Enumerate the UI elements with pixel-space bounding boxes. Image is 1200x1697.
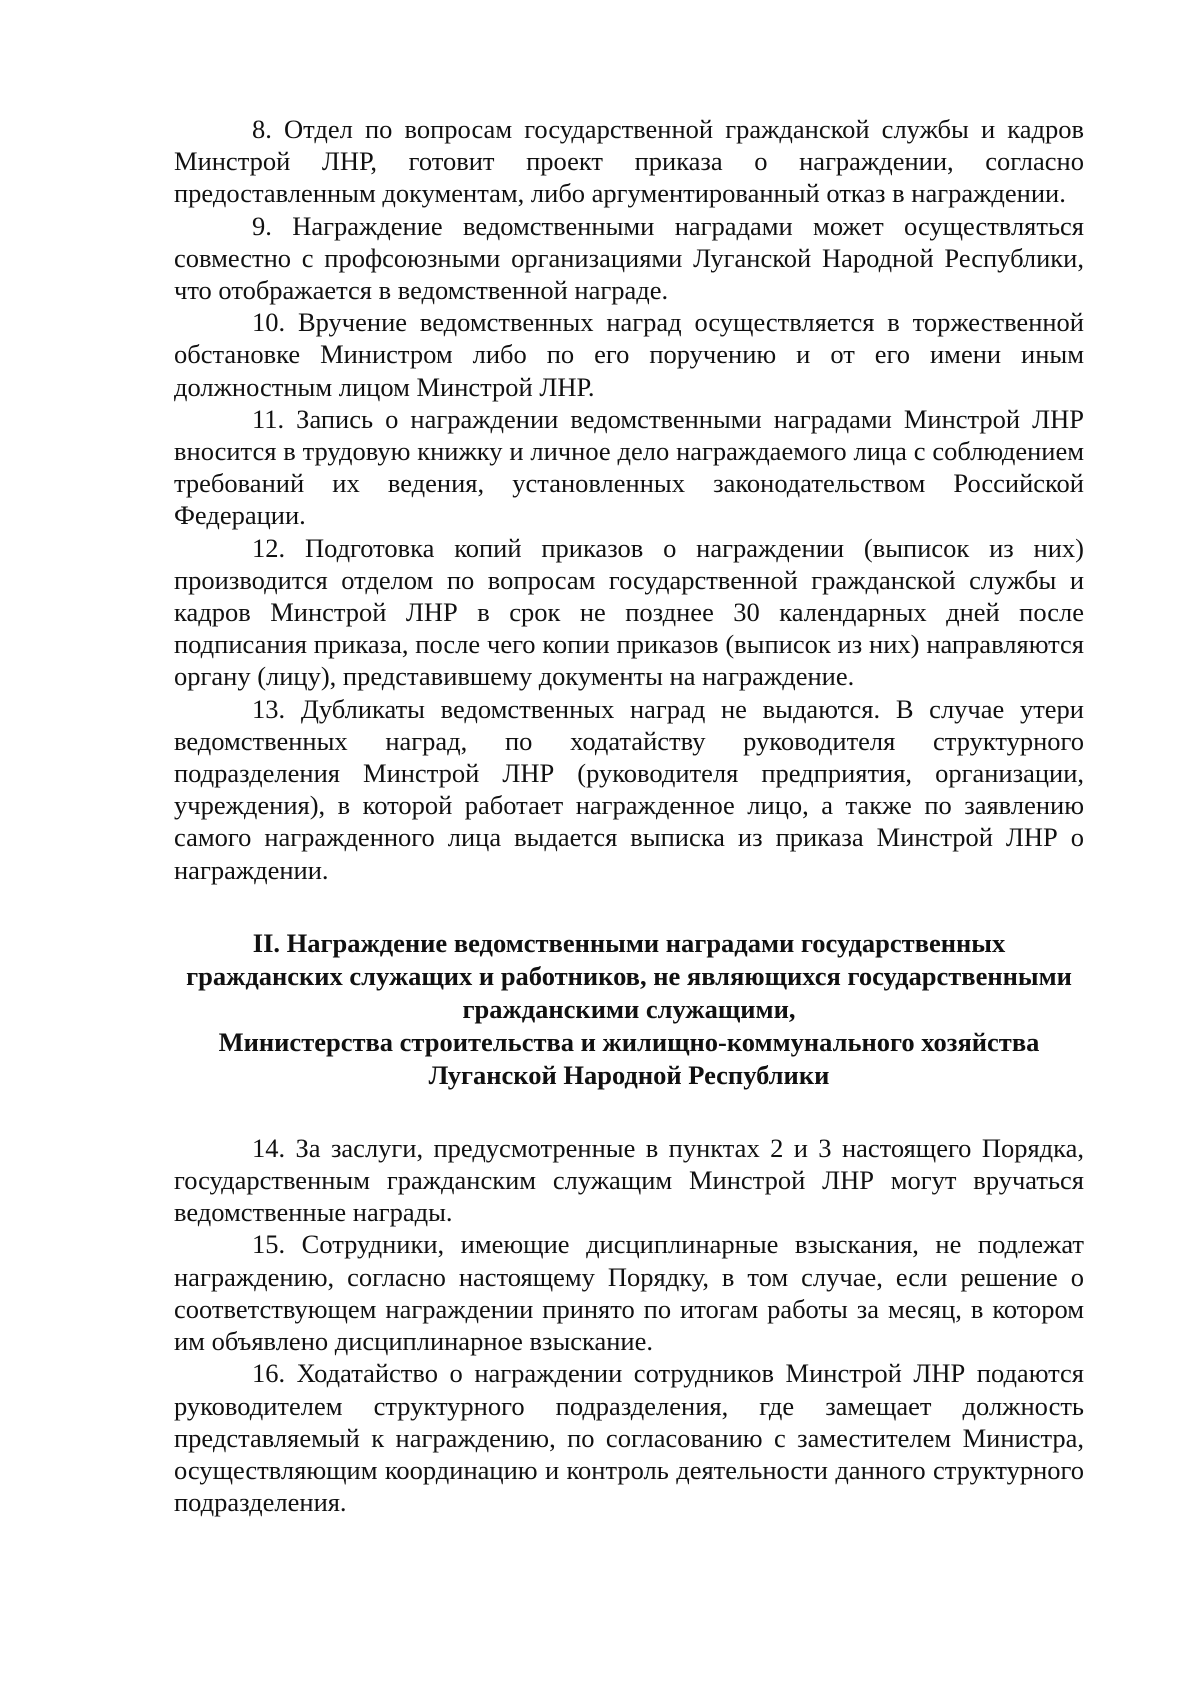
- paragraph-10: 10. Вручение ведомственных наград осуществляется в торжественной обстановке Министром либо по его поручению и от его имени иным должностным лицом Минстрой ЛНР.: [174, 307, 1084, 402]
- section-heading-line: II. Награждение ведомственными наградами государственных: [252, 927, 1006, 958]
- paragraph-15: 15. Сотрудники, имеющие дисциплинарные взыскания, не подлежат награждению, согласно настоящему Порядку, в том случае, если решение о соответствующем награждении принято по итогам работы за месяц, в котором им объявлено дисциплинарное взыскание.: [174, 1229, 1084, 1357]
- section-heading-line: Министерства строительства и жилищно-коммунального хозяйства: [218, 1026, 1040, 1057]
- paragraph-8: 8. Отдел по вопросам государственной гражданской службы и кадров Минстрой ЛНР, готовит проект приказа о награждении, согласно предоставленным документам, либо аргументированный отказ в награждении.: [174, 114, 1084, 209]
- paragraph-13: 13. Дубликаты ведомственных наград не выдаются. В случае утери ведомственных наград, по ходатайству руководителя структурного подразделения Минстрой ЛНР (руководителя предприятия, организации, учреждения), в которой работает награжденное лицо, а также по заявлению самого награжденного лица выдается выписка из приказа Минстрой ЛНР о награждении.: [174, 693, 1084, 885]
- paragraph-12: 12. Подготовка копий приказов о награждении (выписок из них) производится отделом по вопросам государственной гражданской службы и кадров Минстрой ЛНР в срок не позднее 30 календарных дней после подписания приказа, после чего копии приказов (выписок из них) направляются органу (лицу), представившему документы на награждение.: [174, 532, 1084, 692]
- section-heading-line: гражданских служащих и работников, не являющихся государственными: [186, 960, 1072, 991]
- paragraph-14: 14. За заслуги, предусмотренные в пунктах 2 и 3 настоящего Порядка, государственным гражданским служащим Минстрой ЛНР могут вручаться ведомственные награды.: [174, 1132, 1084, 1228]
- paragraph-9: 9. Награждение ведомственными наградами может осуществляться совместно с профсоюзными организациями Луганской Народной Республики, что отображается в ведомственной награде.: [174, 210, 1084, 306]
- section-heading-line: Луганской Народной Республики: [428, 1059, 830, 1090]
- section-heading: [174, 927, 1084, 1092]
- paragraph-16: 16. Ходатайство о награждении сотрудников Минстрой ЛНР подаются руководителем структурного подразделения, где замещает должность представляемый к награждению, по согласованию с заместителем Министра, осуществляющим координацию и контроль деятельности данного структурного подразделения.: [174, 1358, 1084, 1518]
- paragraph-11: 11. Запись о награждении ведомственными наградами Минстрой ЛНР вносится в трудовую книжку и личное дело награждаемого лица с соблюдением требований их ведения, установленных законодательством Российской Федерации.: [174, 403, 1084, 531]
- section-heading-line: гражданскими служащими,: [462, 993, 796, 1024]
- document-page: [174, 113, 1084, 1518]
